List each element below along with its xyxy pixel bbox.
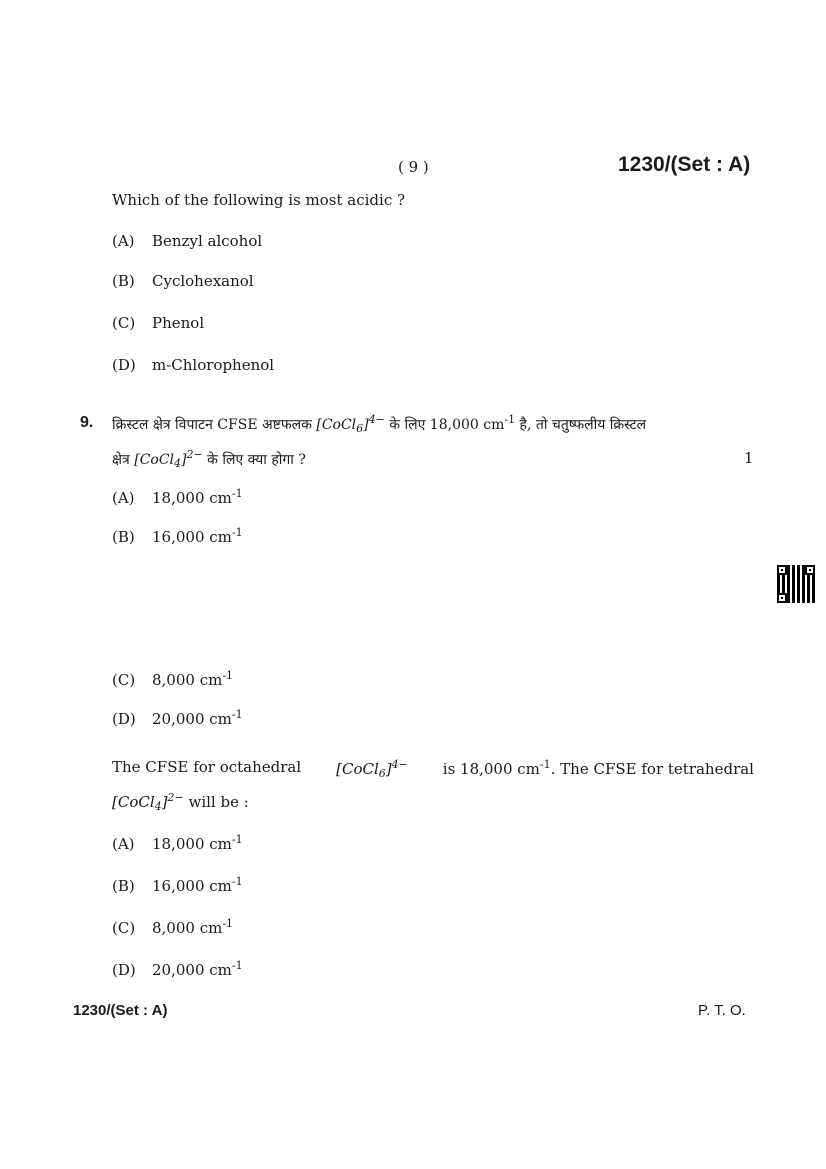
option: [112, 314, 204, 332]
option-text: Phenol: [152, 314, 205, 332]
option-letter: (A): [112, 835, 135, 853]
text: के लिए 18,000 cm: [389, 417, 505, 433]
option-text: 8,000 cm: [152, 671, 223, 689]
option: [112, 232, 262, 250]
option: [112, 272, 254, 290]
option-letter: (D): [112, 710, 136, 728]
option-letter: (C): [112, 919, 136, 937]
option: [112, 708, 243, 728]
option-letter: (B): [112, 528, 135, 546]
unit-exponent: -1: [231, 487, 243, 500]
marks: 1: [744, 449, 754, 467]
unit-exponent: -1: [231, 959, 243, 972]
option: [112, 669, 233, 689]
text: के लिए क्या होगा ?: [207, 452, 306, 468]
option-text: 18,000 cm: [152, 835, 232, 853]
option-letter: (D): [112, 356, 136, 374]
unit-exponent: -1: [222, 669, 234, 682]
option-text: 8,000 cm: [152, 919, 223, 937]
unit-exponent: -1: [504, 413, 516, 426]
option: [112, 356, 274, 374]
option-letter: (D): [112, 961, 136, 979]
question-8-english: Which of the following is most acidic ?: [112, 191, 406, 209]
unit-exponent: -1: [222, 917, 234, 930]
option-letter: (C): [112, 314, 136, 332]
option: [112, 959, 243, 979]
unit-exponent: -1: [231, 708, 243, 721]
text: क्रिस्टल क्षेत्र विपाटन CFSE अष्टफलक: [112, 417, 312, 433]
option-letter: (C): [112, 671, 136, 689]
paper-code-footer: 1230/(Set : A): [73, 1002, 168, 1019]
text: है, तो चतुष्फलीय क्रिस्टल: [519, 417, 647, 433]
question-9-hindi-line1: [112, 413, 646, 435]
option-text: Benzyl alcohol: [152, 232, 263, 250]
unit-exponent: -1: [231, 875, 243, 888]
text: is 18,000 $cm^{-1}$. The CFSE for tetrahedral: [442, 758, 754, 778]
option-letter: (B): [112, 272, 135, 290]
option: [112, 487, 243, 507]
option-text: m-Chlorophenol: [152, 356, 275, 374]
text: The CFSE for octahedral: [112, 758, 302, 776]
chemical-formula: [CoCl$_4$]$^{2-}$: [134, 448, 203, 470]
option: [112, 875, 243, 895]
option-text: Cyclohexanol: [152, 272, 254, 290]
chemical-formula: [CoCl$_6$]$^{4-}$: [336, 758, 408, 780]
text: will be :: [188, 793, 249, 811]
option-text: 18,000 cm: [152, 489, 232, 507]
option-text: 20,000 cm: [152, 961, 232, 979]
pto-label: P. T. O.: [698, 1002, 746, 1019]
paper-code-header: 1230/(Set : A): [618, 153, 751, 176]
option: [112, 917, 233, 937]
qr-code: [777, 565, 815, 603]
unit-exponent: -1: [231, 833, 243, 846]
option-text: 16,000 cm: [152, 877, 232, 895]
page-number: ( 9 ): [398, 158, 429, 176]
option-letter: (A): [112, 489, 135, 507]
question-9-hindi-line2: [112, 448, 306, 470]
question-9-english-line1: [112, 758, 754, 780]
question-9-english-line2: [112, 791, 249, 813]
option: [112, 833, 243, 853]
option-text: 20,000 cm: [152, 710, 232, 728]
option: [112, 526, 243, 546]
question-number: 9.: [80, 414, 94, 431]
chemical-formula: [CoCl$_6$]$^{4-}$: [316, 413, 385, 435]
option-text: 16,000 cm: [152, 528, 232, 546]
unit-exponent: -1: [231, 526, 243, 539]
option-letter: (B): [112, 877, 135, 895]
text: क्षेत्र: [112, 452, 130, 468]
chemical-formula: [CoCl$_4$]$^{2-}$: [112, 791, 184, 813]
option-letter: (A): [112, 232, 135, 250]
